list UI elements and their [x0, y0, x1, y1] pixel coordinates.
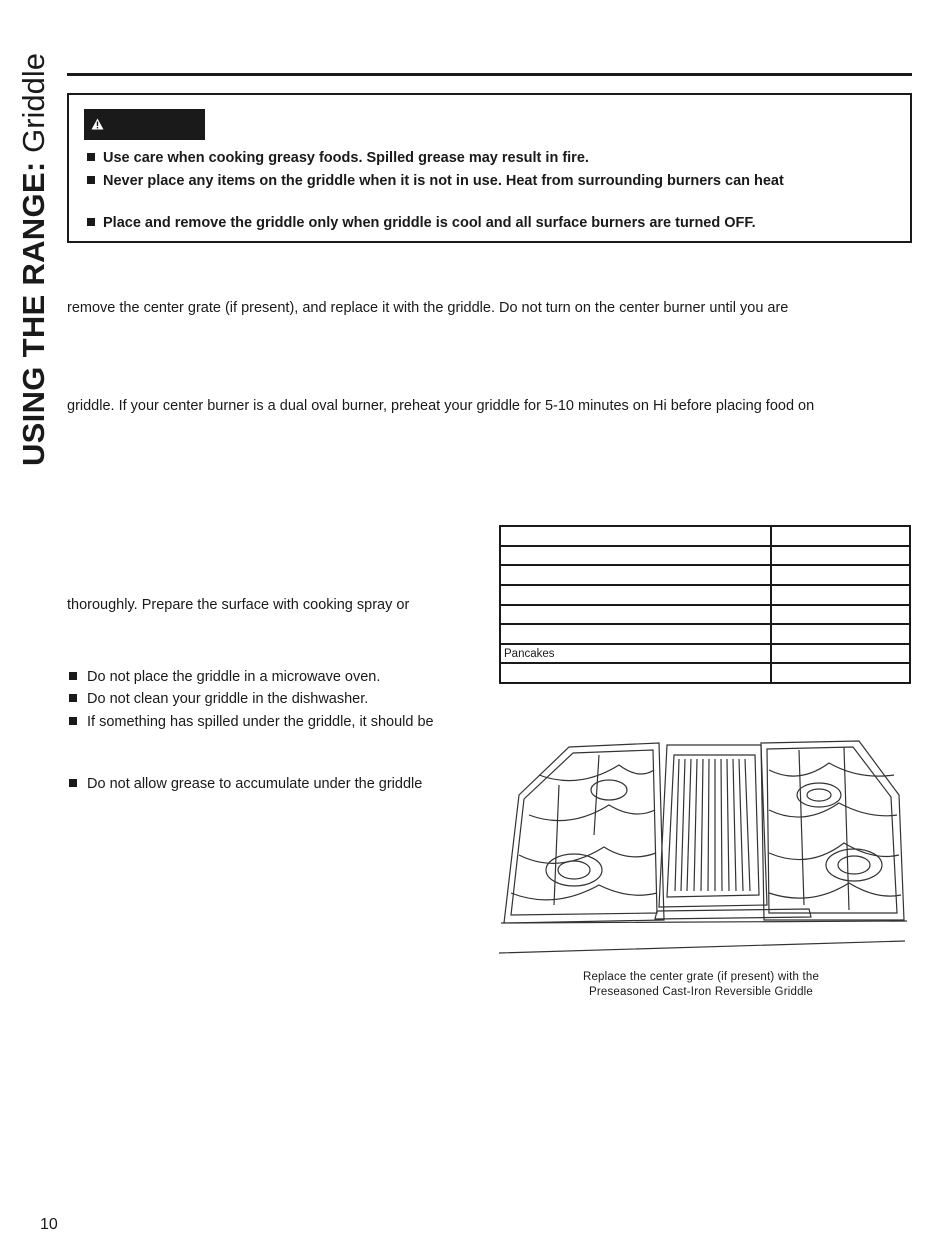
left-grates: [504, 743, 664, 923]
griddle-plate: [655, 745, 811, 919]
section-heading: [12, 36, 56, 466]
page-number: 10: [40, 1216, 58, 1233]
table-row: [500, 565, 910, 585]
cooktop-front-edge: [499, 921, 907, 953]
section-heading-light: Griddle: [16, 52, 51, 162]
cooking-guide-table: [499, 525, 911, 684]
cooktop-griddle-illustration: [499, 735, 911, 957]
list-item: Do not place the griddle in a microwave oven.: [69, 669, 380, 685]
body-text-line: remove the center grate (if present), and replace it with the griddle. Do not turn on the center burner until you are: [67, 300, 789, 316]
bullet-square-icon: [87, 153, 95, 161]
bullet-square-icon: [87, 218, 95, 226]
list-item: Do not allow grease to accumulate under the griddle: [69, 776, 422, 792]
warning-label: [84, 109, 205, 140]
table-row: [500, 624, 910, 644]
body-text-line: griddle. If your center burner is a dual oval burner, preheat your griddle for 5-10 minutes on Hi before placing food on: [67, 398, 815, 414]
list-item: If something has spilled under the griddle, it should be: [69, 714, 434, 730]
table-row: Pancakes: [500, 644, 910, 664]
body-text-line: thoroughly. Prepare the surface with cooking spray or: [67, 597, 410, 613]
bullet-square-icon: [87, 176, 95, 184]
bullet-square-icon: [69, 779, 77, 787]
table-row: [500, 605, 910, 625]
warning-item: Never place any items on the griddle when it is not in use. Heat from surrounding burners can heat: [87, 173, 784, 189]
figure-caption: Replace the center grate (if present) with the Preseasoned Cast-Iron Reversible Griddle: [582, 971, 820, 998]
warning-box: [67, 93, 912, 243]
table-row: [500, 585, 910, 605]
warning-triangle-icon: [91, 118, 104, 130]
list-item: Do not clean your griddle in the dishwasher.: [69, 691, 368, 707]
section-heading-bold: USING THE RANGE:: [16, 161, 51, 466]
bullet-square-icon: [69, 694, 77, 702]
warning-item: Place and remove the griddle only when griddle is cool and all surface burners are turned OFF.: [87, 215, 756, 231]
table-row: [500, 546, 910, 566]
bullet-square-icon: [69, 672, 77, 680]
right-grates: [761, 741, 904, 920]
warning-item: Use care when cooking greasy foods. Spilled grease may result in fire.: [87, 150, 589, 166]
top-rule: [67, 73, 912, 76]
table-row: [500, 526, 910, 546]
table-row: [500, 663, 910, 683]
bullet-square-icon: [69, 717, 77, 725]
